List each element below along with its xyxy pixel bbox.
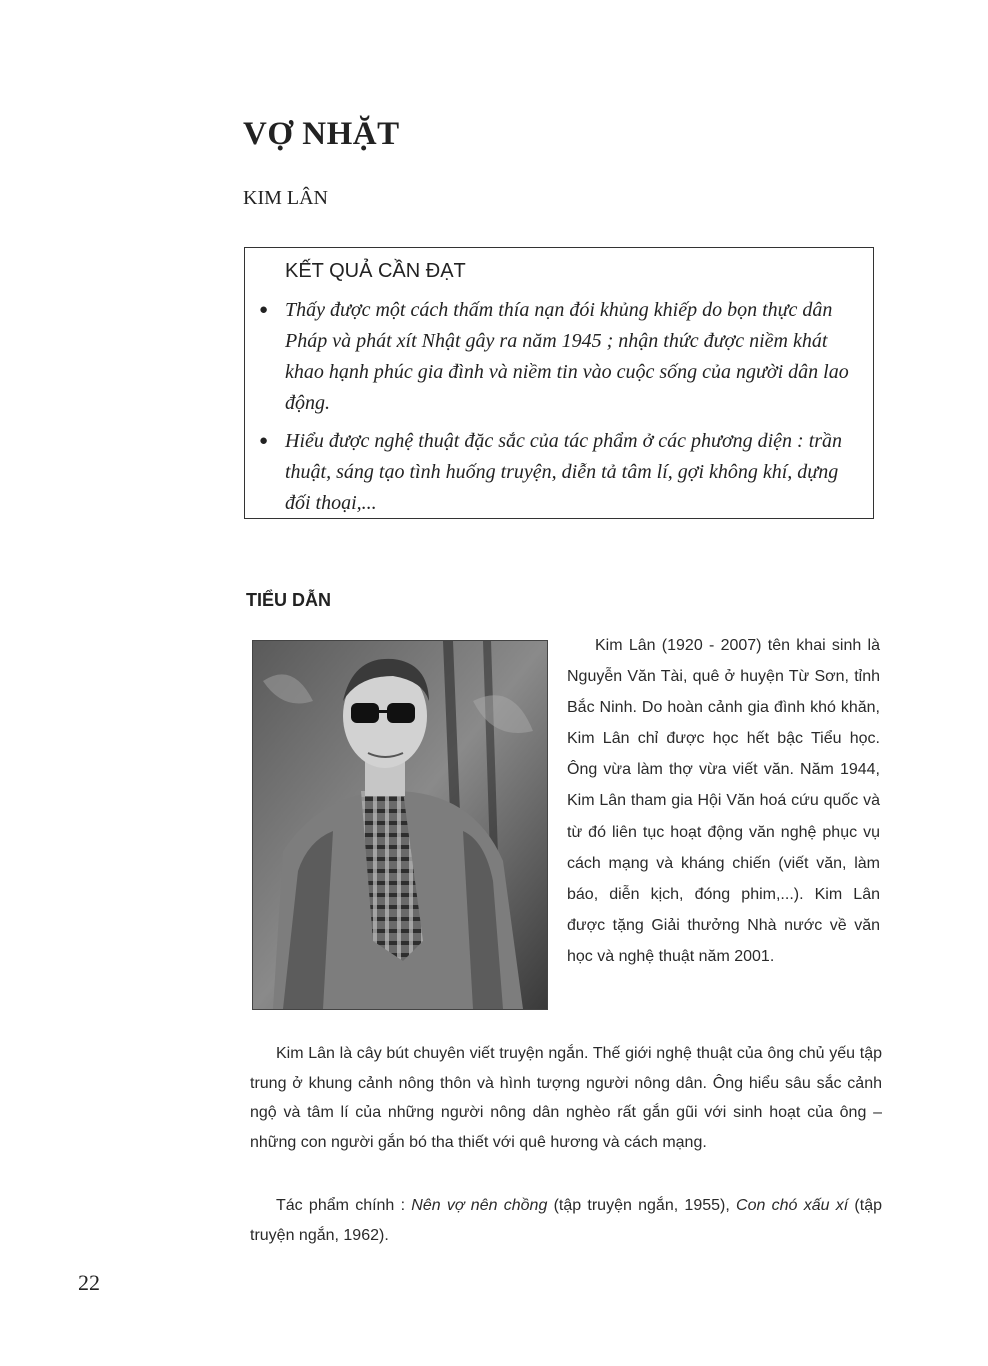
learning-goal-text: Thấy được một cách thấm thía nạn đói khủng khiếp do bọn thực dân Pháp và phát xít Nhật gây ra năm 1945 ; nhận thức được niềm khát khao hạnh phúc gia đình và niềm tin vào cuộc sống của người dân lao động. <box>285 299 849 414</box>
body-paragraph: Kim Lân là cây bút chuyên viết truyện ngắn. Thế giới nghệ thuật của ông chủ yếu tập trung ở khung cảnh nông thôn và hình tượng người nông dân. Ông hiểu sâu sắc cảnh ngộ và tâm lí của những người nông dân nghèo rất gắn gũi với sinh hoạt của ông – những con người gắn bó tha thiết với quê hương và cách mạng. <box>250 1045 882 1151</box>
learning-goals-box <box>244 247 874 519</box>
main-works-paragraph <box>250 1191 882 1250</box>
author-bio-text: Kim Lân (1920 - 2007) tên khai sinh là Nguyễn Văn Tài, quê ở huyện Từ Sơn, tỉnh Bắc Ninh. Do hoàn cảnh gia đình khó khăn, Kim Lân chỉ được học hết bậc Tiểu học. Ông vừa làm thợ vừa viết văn. Năm 1944, Kim Lân tham gia Hội Văn hoá cứu quốc và từ đó liên tục hoạt động văn nghệ phục vụ cách mạng và kháng chiến (viết văn, làm báo, diễn kịch, đóng phim,...). Kim Lân được tặng Giải thưởng Nhà nước về văn học và nghệ thuật năm 2001. <box>567 637 880 965</box>
bullet-icon: ● <box>259 302 269 318</box>
learning-goal-item <box>259 295 849 419</box>
author-portrait-image <box>252 640 548 1010</box>
learning-goal-item <box>259 426 849 519</box>
section-heading-intro: TIỂU DẪN <box>246 590 331 610</box>
main-works-prefix: Tác phẩm chính : <box>276 1197 412 1214</box>
bullet-icon: ● <box>259 433 269 449</box>
chapter-title: VỢ NHẶT <box>243 116 400 152</box>
learning-goals-heading: KẾT QUẢ CẦN ĐẠT <box>285 260 466 282</box>
work-note: (tập truyện ngắn, 1955), <box>547 1197 737 1214</box>
learning-goal-text: Hiểu được nghệ thuật đặc sắc của tác phẩm ở các phương diện : trần thuật, sáng tạo tình huống truyện, diễn tả tâm lí, gợi không khí, dựng đối thoại,... <box>285 430 843 514</box>
work-title: Nên vợ nên chồng <box>411 1197 548 1214</box>
work-title: Con chó xấu xí <box>736 1197 849 1214</box>
author-name: KIM LÂN <box>243 187 328 209</box>
page-number: 22 <box>78 1270 100 1295</box>
work-note: (tập truyện ngắn, 1962). <box>250 1197 883 1244</box>
